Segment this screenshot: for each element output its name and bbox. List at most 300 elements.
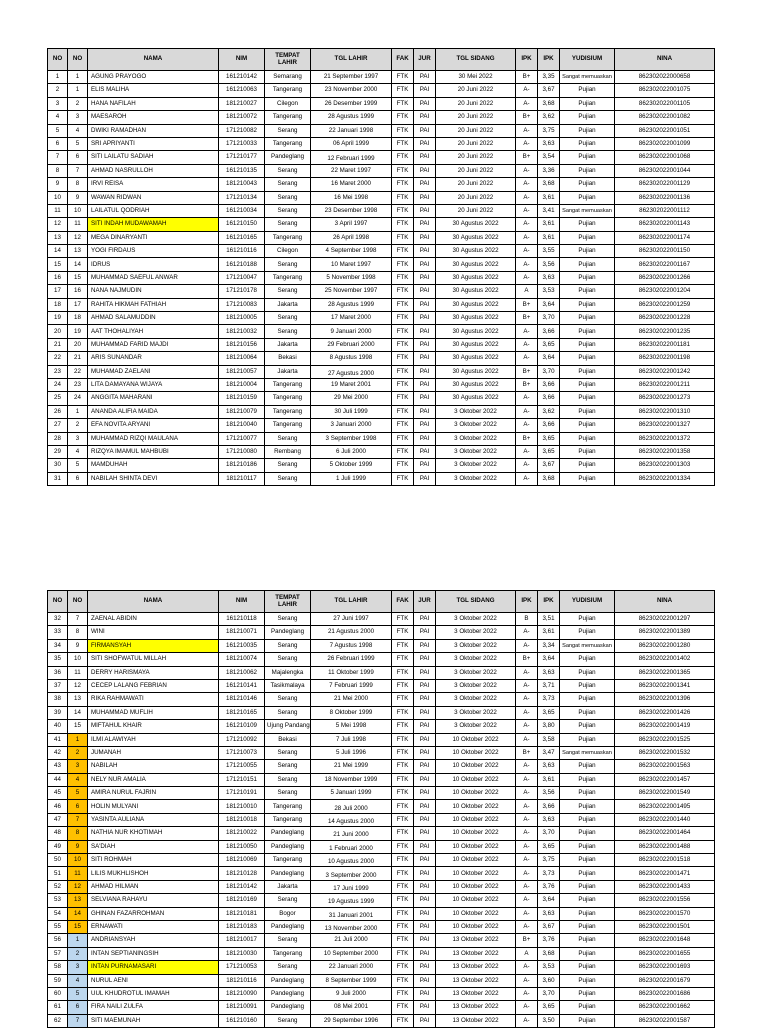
cell-tgl-sidang: 13 Oktober 2022 xyxy=(436,987,516,1000)
cell-tgl-sidang: 10 Oktober 2022 xyxy=(436,813,516,826)
cell-ipk-score: 3,67 xyxy=(538,459,560,472)
cell-yudisium: Pujian xyxy=(560,178,615,191)
table-row xyxy=(48,405,715,418)
cell-fak: FTK xyxy=(392,298,414,311)
cell-ipk-score: 3,63 xyxy=(538,907,560,920)
cell-nina: 862302022001075 xyxy=(615,84,715,97)
cell-ipk-score: 3,65 xyxy=(538,1001,560,1014)
header-jur: JUR xyxy=(414,591,436,613)
cell-nim: 171210151 xyxy=(219,773,265,786)
cell-nama: SITI MAEMUNAH xyxy=(88,1014,219,1027)
cell-nama: NABILAH SHINTA DEVI xyxy=(88,472,219,485)
cell-nama: DERRY HARISMAYA xyxy=(88,666,219,679)
cell-yudisium: Pujian xyxy=(560,218,615,231)
cell-ipk-grade: A- xyxy=(516,679,538,692)
cell-nim: 181210040 xyxy=(219,419,265,432)
cell-no-batch: 12 xyxy=(68,679,88,692)
cell-jur: PAI xyxy=(414,84,436,97)
cell-fak: FTK xyxy=(392,720,414,733)
cell-no: 48 xyxy=(48,827,68,840)
cell-tgl-lahir-text: 28 Juli 2000 xyxy=(334,804,368,812)
cell-ipk-score: 3,66 xyxy=(538,419,560,432)
cell-ipk-grade: A- xyxy=(516,445,538,458)
cell-yudisium: Pujian xyxy=(560,258,615,271)
cell-ipk-grade: B+ xyxy=(516,71,538,84)
cell-tgl-sidang: 10 Oktober 2022 xyxy=(436,894,516,907)
cell-no-batch: 24 xyxy=(68,392,88,405)
cell-ipk-grade: A- xyxy=(516,245,538,258)
cell-tempat-lahir: Serang xyxy=(265,693,311,706)
cell-jur: PAI xyxy=(414,920,436,933)
cell-no: 19 xyxy=(48,312,68,325)
cell-nina: 862302022001303 xyxy=(615,459,715,472)
cell-tgl-sidang: 3 Oktober 2022 xyxy=(436,432,516,445)
cell-ipk-score: 3,36 xyxy=(538,164,560,177)
cell-ipk-score: 3,67 xyxy=(538,920,560,933)
cell-yudisium: Pujian xyxy=(560,124,615,137)
cell-nina: 862302022001181 xyxy=(615,338,715,351)
cell-tempat-lahir: Majalengka xyxy=(265,666,311,679)
cell-ipk-grade: B+ xyxy=(516,432,538,445)
cell-nama: NURUL AENI xyxy=(88,974,219,987)
cell-ipk-score: 3,65 xyxy=(538,445,560,458)
cell-tgl-sidang: 13 Oktober 2022 xyxy=(436,961,516,974)
header-no-batch: NO xyxy=(68,49,88,71)
cell-nim: 171210053 xyxy=(219,961,265,974)
cell-jur: PAI xyxy=(414,827,436,840)
table-row xyxy=(48,204,715,217)
cell-jur: PAI xyxy=(414,445,436,458)
cell-nama: IRVI REISA xyxy=(88,178,219,191)
cell-ipk-score: 3,65 xyxy=(538,432,560,445)
table-row xyxy=(48,378,715,391)
cell-no-batch: 15 xyxy=(68,720,88,733)
cell-tgl-sidang: 13 Oktober 2022 xyxy=(436,1001,516,1014)
cell-tgl-sidang: 13 Oktober 2022 xyxy=(436,974,516,987)
cell-yudisium: Pujian xyxy=(560,813,615,826)
cell-no: 4 xyxy=(48,111,68,124)
cell-ipk-grade: A xyxy=(516,285,538,298)
cell-tgl-lahir-text: 3 September 2000 xyxy=(325,871,377,879)
cell-yudisium: Pujian xyxy=(560,151,615,164)
table-row xyxy=(48,432,715,445)
cell-ipk-score: 3,64 xyxy=(538,298,560,311)
cell-nama: ZAENAL ABIDIN xyxy=(88,613,219,626)
cell-ipk-grade: A- xyxy=(516,907,538,920)
table-row xyxy=(48,920,715,933)
cell-tgl-lahir: 26 April 1998 xyxy=(311,231,392,244)
cell-ipk-score: 3,70 xyxy=(538,987,560,1000)
cell-fak: FTK xyxy=(392,653,414,666)
cell-tempat-lahir: Pandeglang xyxy=(265,151,311,164)
cell-fak: FTK xyxy=(392,231,414,244)
cell-ipk-score: 3,66 xyxy=(538,392,560,405)
cell-ipk-score: 3,63 xyxy=(538,813,560,826)
cell-tgl-lahir xyxy=(311,894,392,907)
cell-no-batch: 3 xyxy=(68,432,88,445)
cell-no: 18 xyxy=(48,298,68,311)
cell-tempat-lahir: Pandeglang xyxy=(265,920,311,933)
cell-yudisium: Pujian xyxy=(560,285,615,298)
table-row xyxy=(48,164,715,177)
cell-jur: PAI xyxy=(414,800,436,813)
cell-nama: NATHIA NUR KHOTIMAH xyxy=(88,827,219,840)
cell-nina: 862302022001433 xyxy=(615,880,715,893)
cell-jur: PAI xyxy=(414,787,436,800)
cell-fak: FTK xyxy=(392,626,414,639)
header-no: NO xyxy=(48,591,68,613)
cell-tgl-lahir: 22 Maret 1997 xyxy=(311,164,392,177)
cell-fak: FTK xyxy=(392,639,414,652)
cell-tgl-lahir: 5 Januari 1999 xyxy=(311,787,392,800)
table-row xyxy=(48,285,715,298)
cell-tgl-sidang: 20 Juni 2022 xyxy=(436,137,516,150)
cell-tgl-lahir-text: 19 Agustus 1999 xyxy=(327,898,375,906)
cell-ipk-grade: B+ xyxy=(516,746,538,759)
cell-fak: FTK xyxy=(392,191,414,204)
cell-no-batch: 19 xyxy=(68,325,88,338)
cell-jur: PAI xyxy=(414,907,436,920)
cell-tempat-lahir: Serang xyxy=(265,164,311,177)
cell-ipk-score: 3,65 xyxy=(538,338,560,351)
table-row xyxy=(48,218,715,231)
cell-tempat-lahir: Pandeglang xyxy=(265,626,311,639)
cell-ipk-grade: A- xyxy=(516,325,538,338)
cell-jur: PAI xyxy=(414,312,436,325)
cell-jur: PAI xyxy=(414,338,436,351)
table-row xyxy=(48,639,715,652)
table-row xyxy=(48,352,715,365)
cell-tgl-lahir: 8 Oktober 1999 xyxy=(311,706,392,719)
cell-jur: PAI xyxy=(414,204,436,217)
cell-tgl-sidang: 30 Agustus 2022 xyxy=(436,378,516,391)
cell-tgl-lahir-text: 13 November 2000 xyxy=(324,925,378,933)
cell-nina: 862302022001136 xyxy=(615,191,715,204)
cell-nina: 862302022001211 xyxy=(615,378,715,391)
cell-yudisium: Pujian xyxy=(560,934,615,947)
cell-tgl-sidang: 30 Agustus 2022 xyxy=(436,245,516,258)
cell-tgl-lahir: 3 September 1998 xyxy=(311,432,392,445)
header-row xyxy=(48,591,715,613)
cell-nama: SITI SHOFWATUL MILLAH xyxy=(88,653,219,666)
cell-ipk-grade: A- xyxy=(516,880,538,893)
cell-tgl-lahir: 11 Oktober 1999 xyxy=(311,666,392,679)
cell-jur: PAI xyxy=(414,894,436,907)
cell-ipk-grade: B+ xyxy=(516,111,538,124)
cell-yudisium: Pujian xyxy=(560,693,615,706)
cell-nama: ANDRIANSYAH xyxy=(88,934,219,947)
cell-tempat-lahir: Rembang xyxy=(265,445,311,458)
cell-no-batch: 4 xyxy=(68,974,88,987)
cell-no-batch: 8 xyxy=(68,178,88,191)
cell-tempat-lahir: Jakarta xyxy=(265,298,311,311)
cell-tgl-lahir: 16 Mei 1998 xyxy=(311,191,392,204)
cell-yudisium: Pujian xyxy=(560,666,615,679)
cell-nina: 862302022001099 xyxy=(615,137,715,150)
cell-no: 36 xyxy=(48,666,68,679)
cell-yudisium: Pujian xyxy=(560,867,615,880)
cell-no-batch: 6 xyxy=(68,472,88,485)
cell-nama: MAMDUHAH xyxy=(88,459,219,472)
cell-jur: PAI xyxy=(414,137,436,150)
cell-no: 56 xyxy=(48,934,68,947)
cell-jur: PAI xyxy=(414,178,436,191)
cell-fak: FTK xyxy=(392,325,414,338)
cell-ipk-grade: B+ xyxy=(516,934,538,947)
cell-fak: FTK xyxy=(392,706,414,719)
cell-tempat-lahir: Serang xyxy=(265,934,311,947)
cell-ipk-score: 3,35 xyxy=(538,71,560,84)
graduates-table-2 xyxy=(47,590,715,1028)
cell-yudisium: Pujian xyxy=(560,626,615,639)
cell-ipk-score: 3,75 xyxy=(538,124,560,137)
cell-nama: SRI APRIYANTI xyxy=(88,137,219,150)
cell-no-batch: 5 xyxy=(68,137,88,150)
cell-ipk-score: 3,68 xyxy=(538,947,560,960)
cell-jur: PAI xyxy=(414,773,436,786)
cell-nina: 862302022001310 xyxy=(615,405,715,418)
cell-tgl-sidang: 13 Oktober 2022 xyxy=(436,1014,516,1027)
cell-tgl-sidang: 3 Oktober 2022 xyxy=(436,613,516,626)
cell-nina: 862302022001402 xyxy=(615,653,715,666)
cell-tgl-sidang: 3 Oktober 2022 xyxy=(436,679,516,692)
cell-no: 39 xyxy=(48,706,68,719)
table-row xyxy=(48,137,715,150)
cell-ipk-score: 3,50 xyxy=(538,1014,560,1027)
cell-nim: 181210050 xyxy=(219,840,265,853)
cell-tempat-lahir: Serang xyxy=(265,218,311,231)
cell-nama: ANANDA ALIFIA MAIDA xyxy=(88,405,219,418)
cell-tgl-lahir: 21 Mei 2000 xyxy=(311,693,392,706)
cell-tgl-lahir: 26 Desember 1999 xyxy=(311,97,392,110)
cell-jur: PAI xyxy=(414,934,436,947)
cell-yudisium: Pujian xyxy=(560,880,615,893)
header-nim: NIM xyxy=(219,591,265,613)
cell-tempat-lahir: Serang xyxy=(265,773,311,786)
cell-nina: 862302022001358 xyxy=(615,445,715,458)
cell-jur: PAI xyxy=(414,392,436,405)
cell-tgl-lahir xyxy=(311,880,392,893)
header-nama: NAMA xyxy=(88,591,219,613)
cell-nina: 862302022001167 xyxy=(615,258,715,271)
cell-tgl-lahir: 8 Agustus 1998 xyxy=(311,352,392,365)
table-row xyxy=(48,907,715,920)
cell-yudisium: Pujian xyxy=(560,352,615,365)
cell-tgl-lahir xyxy=(311,920,392,933)
cell-no-batch: 1 xyxy=(68,733,88,746)
cell-nama: SITI LAILATU SADIAH xyxy=(88,151,219,164)
cell-tempat-lahir: Serang xyxy=(265,746,311,759)
cell-nama: MIFTAHUL KHAIR xyxy=(88,720,219,733)
cell-fak: FTK xyxy=(392,787,414,800)
cell-tgl-sidang: 3 Oktober 2022 xyxy=(436,419,516,432)
table-row xyxy=(48,472,715,485)
cell-no: 29 xyxy=(48,445,68,458)
cell-yudisium: Pujian xyxy=(560,164,615,177)
cell-jur: PAI xyxy=(414,974,436,987)
cell-ipk-grade: A- xyxy=(516,137,538,150)
cell-nim: 171210092 xyxy=(219,733,265,746)
cell-tgl-lahir-text: 27 Agustus 2000 xyxy=(327,369,375,377)
cell-nina: 862302022001112 xyxy=(615,204,715,217)
cell-ipk-grade: A- xyxy=(516,1014,538,1027)
cell-yudisium: Pujian xyxy=(560,894,615,907)
cell-tempat-lahir: Tangerang xyxy=(265,111,311,124)
cell-no-batch: 1 xyxy=(68,71,88,84)
cell-ipk-grade: A- xyxy=(516,760,538,773)
table-row xyxy=(48,854,715,867)
cell-no-batch: 6 xyxy=(68,800,88,813)
cell-fak: FTK xyxy=(392,827,414,840)
cell-tgl-lahir-text: 17 Juni 1999 xyxy=(333,884,369,892)
cell-nina: 862302022001655 xyxy=(615,947,715,960)
cell-no-batch: 12 xyxy=(68,880,88,893)
cell-nim: 181210090 xyxy=(219,987,265,1000)
cell-fak: FTK xyxy=(392,164,414,177)
cell-no-batch: 2 xyxy=(68,97,88,110)
cell-tgl-lahir: 22 Januari 1998 xyxy=(311,124,392,137)
cell-ipk-grade: A- xyxy=(516,472,538,485)
cell-tgl-lahir: 25 November 1997 xyxy=(311,285,392,298)
cell-no-batch: 6 xyxy=(68,151,88,164)
cell-yudisium: Pujian xyxy=(560,653,615,666)
header-tgl-sidang: TGL SIDANG xyxy=(436,591,516,613)
cell-ipk-score: 3,76 xyxy=(538,934,560,947)
cell-tempat-lahir: Tangerang xyxy=(265,392,311,405)
cell-tgl-lahir: 28 Agustus 1999 xyxy=(311,298,392,311)
cell-nina: 862302022001563 xyxy=(615,760,715,773)
cell-fak: FTK xyxy=(392,840,414,853)
cell-ipk-grade: A- xyxy=(516,97,538,110)
cell-no: 55 xyxy=(48,920,68,933)
cell-tgl-sidang: 10 Oktober 2022 xyxy=(436,867,516,880)
cell-fak: FTK xyxy=(392,271,414,284)
cell-nama: AAT THOHALIYAH xyxy=(88,325,219,338)
cell-jur: PAI xyxy=(414,432,436,445)
cell-tgl-sidang: 30 Agustus 2022 xyxy=(436,325,516,338)
cell-no: 15 xyxy=(48,258,68,271)
cell-fak: FTK xyxy=(392,613,414,626)
cell-yudisium: Pujian xyxy=(560,231,615,244)
cell-nina: 862302022001419 xyxy=(615,720,715,733)
cell-no-batch: 2 xyxy=(68,947,88,960)
cell-fak: FTK xyxy=(392,459,414,472)
cell-nama: AHMAD SALAMUDDIN xyxy=(88,312,219,325)
cell-no-batch: 4 xyxy=(68,124,88,137)
cell-yudisium: Pujian xyxy=(560,920,615,933)
cell-ipk-grade: A- xyxy=(516,840,538,853)
cell-ipk-score: 3,68 xyxy=(538,178,560,191)
cell-no: 37 xyxy=(48,679,68,692)
cell-ipk-grade: A- xyxy=(516,894,538,907)
cell-nim: 181210027 xyxy=(219,97,265,110)
cell-ipk-score: 3,56 xyxy=(538,258,560,271)
header-yudisium: YUDISIUM xyxy=(560,591,615,613)
cell-tgl-lahir xyxy=(311,827,392,840)
table-row xyxy=(48,1001,715,1014)
table-row xyxy=(48,813,715,826)
cell-tempat-lahir: Serang xyxy=(265,639,311,652)
cell-tempat-lahir: Tangerang xyxy=(265,419,311,432)
cell-ipk-grade: A- xyxy=(516,218,538,231)
cell-nama: MUHAMMAD MUFLIH xyxy=(88,706,219,719)
cell-nama: AHMAD NASRULLOH xyxy=(88,164,219,177)
cell-no: 8 xyxy=(48,164,68,177)
cell-nim: 181210186 xyxy=(219,459,265,472)
cell-tempat-lahir: Serang xyxy=(265,204,311,217)
cell-tempat-lahir: Serang xyxy=(265,432,311,445)
cell-ipk-grade: A- xyxy=(516,813,538,826)
header-yudisium: YUDISIUM xyxy=(560,49,615,71)
cell-nama: HOLIN MULYANI xyxy=(88,800,219,813)
cell-nim: 181210010 xyxy=(219,800,265,813)
cell-tempat-lahir: Tangerang xyxy=(265,231,311,244)
cell-tgl-lahir: 9 Januari 2000 xyxy=(311,325,392,338)
cell-fak: FTK xyxy=(392,111,414,124)
cell-nim: 181210064 xyxy=(219,352,265,365)
cell-tgl-lahir: 3 Januari 2000 xyxy=(311,419,392,432)
cell-fak: FTK xyxy=(392,693,414,706)
cell-fak: FTK xyxy=(392,204,414,217)
cell-tgl-sidang: 20 Juni 2022 xyxy=(436,191,516,204)
cell-fak: FTK xyxy=(392,854,414,867)
cell-ipk-score: 3,63 xyxy=(538,271,560,284)
cell-ipk-score: 3,64 xyxy=(538,352,560,365)
cell-ipk-score: 3,53 xyxy=(538,961,560,974)
cell-nina: 862302022001068 xyxy=(615,151,715,164)
cell-tgl-lahir: 8 September 1999 xyxy=(311,974,392,987)
cell-fak: FTK xyxy=(392,258,414,271)
cell-yudisium: Pujian xyxy=(560,245,615,258)
cell-fak: FTK xyxy=(392,947,414,960)
cell-nama: AHMAD HILMAN xyxy=(88,880,219,893)
cell-tgl-lahir-text: 1 Februari 2000 xyxy=(329,844,373,852)
cell-yudisium: Pujian xyxy=(560,733,615,746)
cell-jur: PAI xyxy=(414,218,436,231)
cell-ipk-score: 3,61 xyxy=(538,773,560,786)
cell-tgl-sidang: 3 Oktober 2022 xyxy=(436,445,516,458)
cell-tempat-lahir: Serang xyxy=(265,124,311,137)
cell-no: 45 xyxy=(48,787,68,800)
cell-nama: LILIS MUKHLISHOH xyxy=(88,867,219,880)
cell-yudisium: Pujian xyxy=(560,84,615,97)
cell-fak: FTK xyxy=(392,746,414,759)
cell-nina: 862302022001297 xyxy=(615,613,715,626)
cell-tempat-lahir: Serang xyxy=(265,961,311,974)
cell-ipk-score: 3,53 xyxy=(538,285,560,298)
cell-fak: FTK xyxy=(392,472,414,485)
cell-tgl-sidang: 20 Juni 2022 xyxy=(436,164,516,177)
cell-nama: ANGGITA MAHARANI xyxy=(88,392,219,405)
cell-ipk-grade: A- xyxy=(516,626,538,639)
cell-no-batch: 2 xyxy=(68,419,88,432)
cell-nim: 181210091 xyxy=(219,1001,265,1014)
table-row xyxy=(48,258,715,271)
cell-fak: FTK xyxy=(392,405,414,418)
cell-yudisium: Pujian xyxy=(560,445,615,458)
cell-ipk-grade: B+ xyxy=(516,365,538,378)
cell-no: 46 xyxy=(48,800,68,813)
table-row xyxy=(48,974,715,987)
cell-nina: 862302022001044 xyxy=(615,164,715,177)
cell-jur: PAI xyxy=(414,626,436,639)
cell-nama: FIRA NAILI ZULFA xyxy=(88,1001,219,1014)
cell-yudisium: Pujian xyxy=(560,987,615,1000)
cell-no: 24 xyxy=(48,378,68,391)
cell-ipk-grade: B+ xyxy=(516,653,538,666)
cell-no-batch: 22 xyxy=(68,365,88,378)
cell-tempat-lahir: Serang xyxy=(265,178,311,191)
